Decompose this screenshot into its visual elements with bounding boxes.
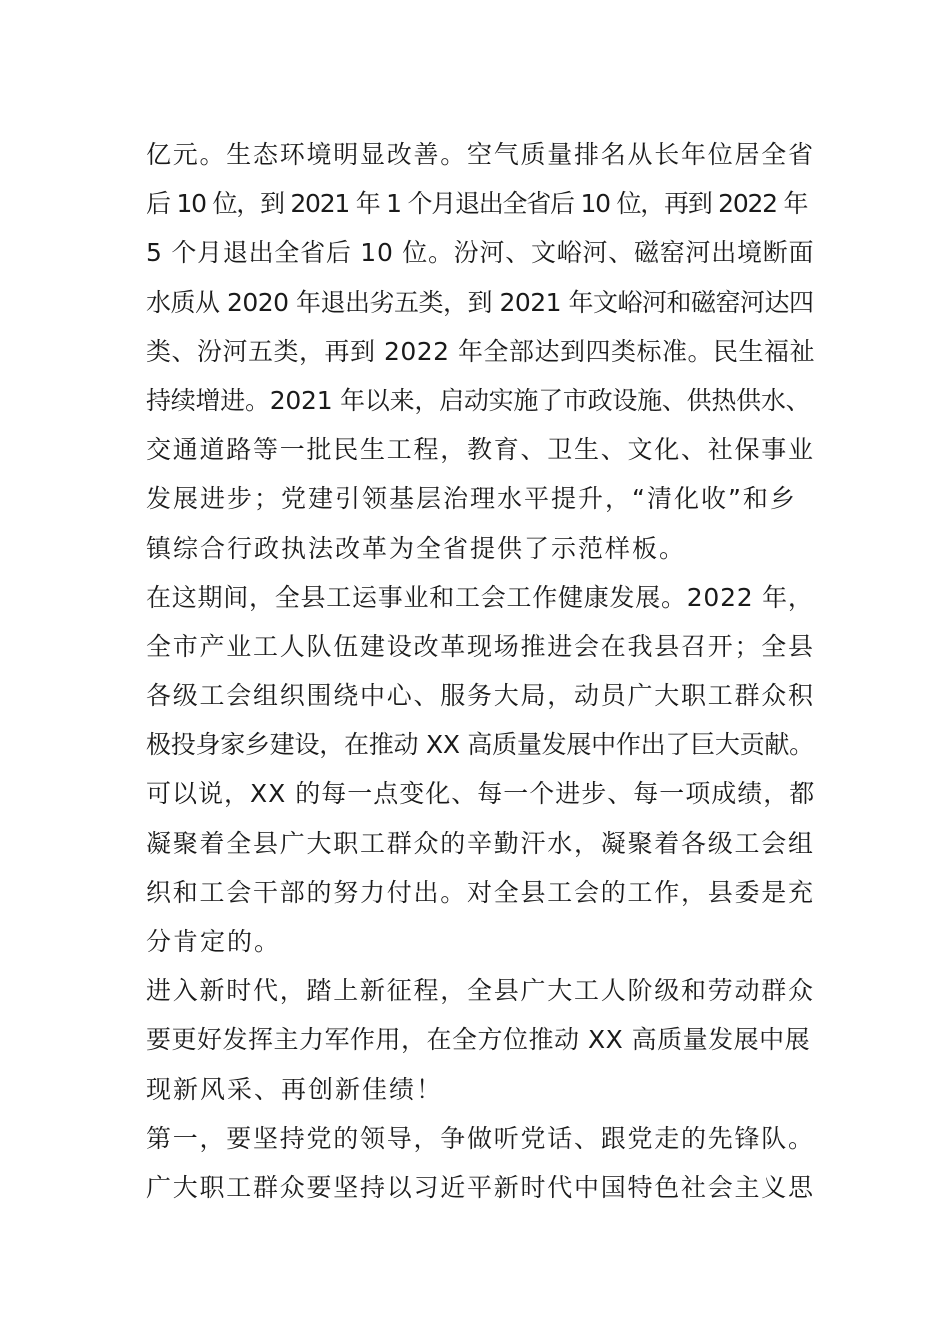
text-line: 分肯定的。 bbox=[146, 927, 282, 956]
text-line: 极投身家乡建设，在推动 XX 高质量发展中作出了巨大贡献。 bbox=[146, 730, 814, 760]
text-line: 持续增进。2021 年以来，启动实施了市政设施、供热供水、 bbox=[146, 385, 811, 415]
text-line: 现新风采、再创新佳绩！ bbox=[146, 1074, 444, 1104]
text-line: 5 个月退出全省后 10 位。汾河、文峪河、磁窑河出境断面 bbox=[146, 238, 815, 268]
text-line: 可以说，XX 的每一点变化、每一个进步、每一项成绩，都 bbox=[146, 779, 816, 809]
text-line: 广大职工群众要坚持以习近平新时代中国特色社会主义思 bbox=[146, 1172, 815, 1202]
text-line: 亿元。生态环境明显改善。空气质量排名从长年位居全省 bbox=[146, 140, 815, 169]
body-text bbox=[146, 130, 816, 1212]
text-line: 在这期间，全县工运事业和工会工作健康发展。2022 年， bbox=[146, 582, 814, 612]
text-line: 要更好发挥主力军作用，在全方位推动 XX 高质量发展中展 bbox=[146, 1025, 811, 1055]
text-line: 凝聚着全县广大职工群众的辛勤汗水，凝聚着各级工会组 bbox=[146, 828, 815, 858]
text-line: 后 10 位，到 2021 年 1 个月退出全省后 10 位，再到 2022 年 bbox=[146, 189, 808, 219]
text-line: 第一，要坚持党的领导，争做听党话、跟党走的先锋队。 bbox=[146, 1123, 815, 1153]
text-line: 进入新时代，踏上新征程，全县广大工人阶级和劳动群众 bbox=[146, 976, 815, 1006]
text-line: 镇综合行政执法改革为全省提供了示范样板。 bbox=[146, 533, 687, 563]
text-line: 织和工会干部的努力付出。对全县工会的工作，县委是充 bbox=[146, 877, 815, 907]
text-line: 交通道路等一批民生工程，教育、卫生、文化、社保事业 bbox=[146, 435, 815, 465]
text-line: 发展进步；党建引领基层治理水平提升，“清化收”和乡 bbox=[146, 484, 797, 514]
text-line: 类、汾河五类，再到 2022 年全部达到四类标准。民生福祉 bbox=[146, 336, 816, 366]
text-line: 水质从 2020 年退出劣五类，到 2021 年文峪河和磁窑河达四 bbox=[146, 287, 814, 317]
text-line: 各级工会组织围绕中心、服务大局，动员广大职工群众积 bbox=[146, 681, 815, 711]
text-line: 全市产业工人队伍建设改革现场推进会在我县召开；全县 bbox=[146, 631, 815, 661]
